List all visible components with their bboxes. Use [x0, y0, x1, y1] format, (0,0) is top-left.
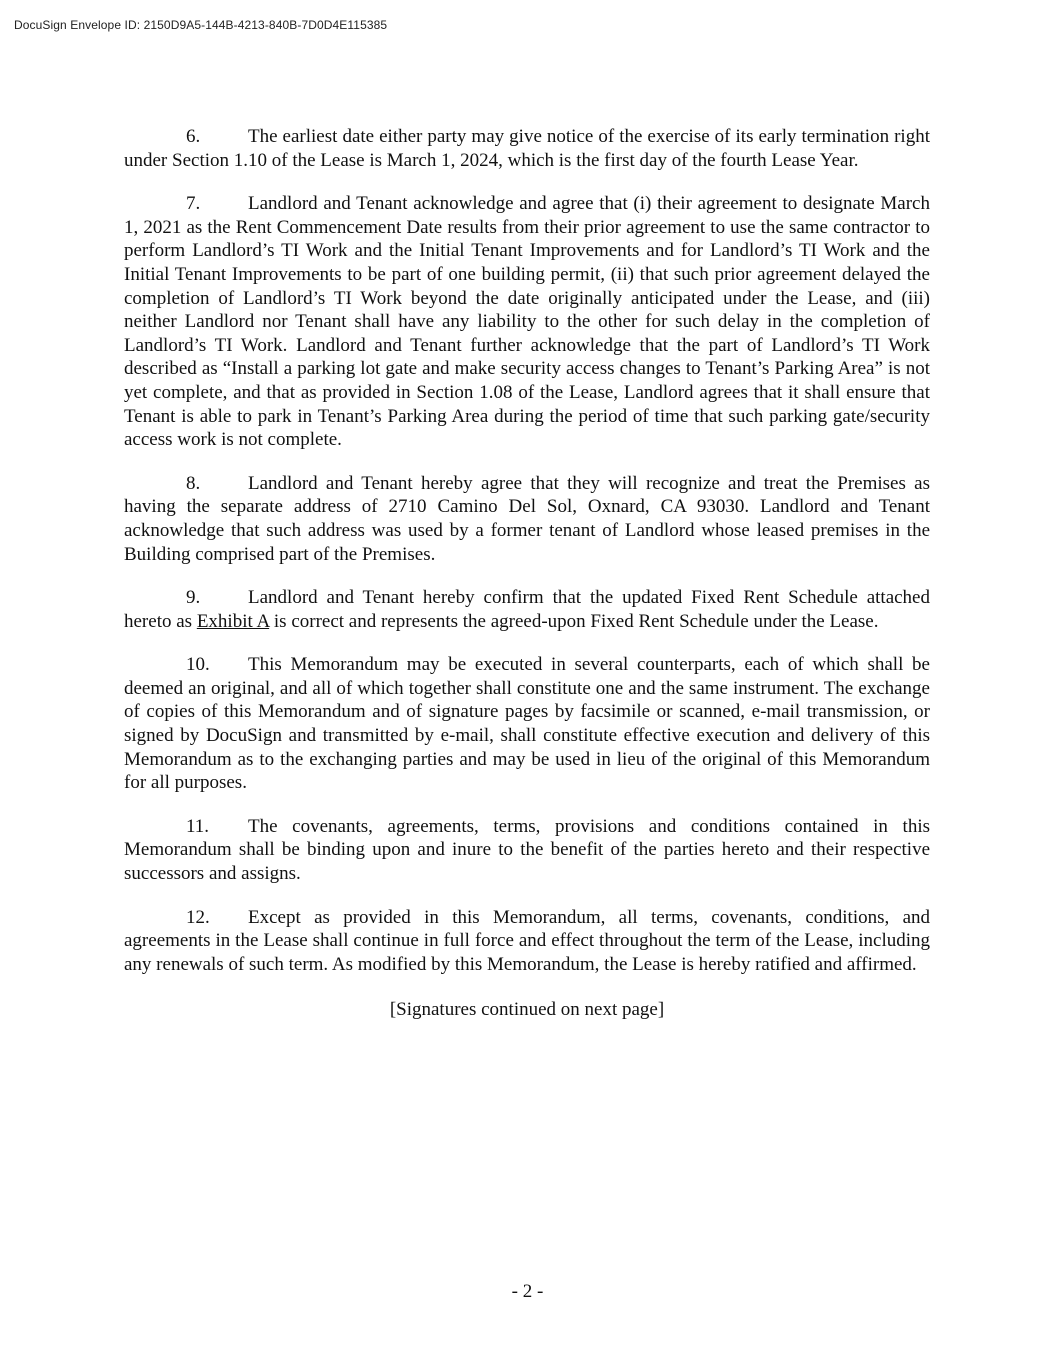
paragraph-6 — [124, 125, 930, 172]
paragraph-8 — [124, 472, 930, 566]
paragraph-9 — [124, 586, 930, 633]
paragraph-text: The covenants, agreements, terms, provisions and conditions contained in this Memorandum shall be binding upon and inure to the benefit of the parties hereto and their respective successors and assigns. — [124, 815, 930, 885]
docusign-envelope-id: DocuSign Envelope ID: 2150D9A5-144B-4213-840B-7D0D4E115385 — [14, 18, 388, 32]
paragraph-number: 9. — [186, 587, 201, 609]
paragraph-text-before: Landlord and Tenant hereby confirm that the updated Fixed Rent Schedule attached hereto as — [124, 587, 930, 632]
signatures-continued-note: [Signatures continued on next page] — [389, 999, 665, 1021]
paragraph-text: Landlord and Tenant hereby agree that they will recognize and treat the Premises as having the separate address of 2710 Camino Del Sol, Oxnard, CA 93030. Landlord and Tenant acknowledge that such address was used by a former tenant of Landlord whose leased premises in the Building comprised part of the Premises. — [124, 472, 930, 565]
paragraph-number: 6. — [186, 126, 201, 147]
paragraph-number: 10. — [186, 654, 210, 676]
paragraph-text-after: is correct and represents the agreed-upon Fixed Rent Schedule under the Lease. — [269, 610, 879, 632]
paragraph-11 — [124, 815, 930, 886]
paragraph-7 — [124, 192, 930, 452]
paragraph-text: Except as provided in this Memorandum, all terms, covenants, conditions, and agreements in the Lease shall continue in full force and effect throughout the term of the Lease, including any renewals of such term. As modified by this Memorandum, the Lease is hereby ratified and affirmed. — [124, 906, 930, 975]
exhibit-a-reference: Exhibit A — [196, 610, 270, 632]
paragraph-text: This Memorandum may be executed in several counterparts, each of which shall be deemed an original, and all of which together shall constitute one and the same instrument. The exchange of copies of this Memorandum and of signature pages by facsimile or scanned, e-mail transmission, or signed by DocuSign and transmitted by e-mail, shall constitute effective execution and delivery of this Memorandum as to the exchanging parties and may be used in lieu of the original of this Memorandum for all purposes. — [124, 654, 930, 794]
paragraph-12 — [124, 906, 930, 977]
page-number: - 2 - — [511, 1281, 544, 1302]
paragraph-10 — [124, 653, 930, 795]
paragraph-number: 8. — [186, 472, 201, 494]
paragraph-number: 12. — [186, 906, 210, 928]
paragraph-number: 11. — [186, 815, 210, 837]
document-body — [124, 125, 930, 1022]
paragraph-text: Landlord and Tenant acknowledge and agree that (i) their agreement to designate March 1, 2021 as the Rent Commencement Date results from their prior agreement to use the same contractor to perform Landlord’s TI Work and the Initial Tenant Improvements and for Landlord’s TI Work and the Initial Tenant Improvements to be part of one building permit, (ii) that such prior agreement delayed the completion of Landlord’s TI Work beyond the date originally anticipated under the Lease, and (iii) neither Landlord nor Tenant shall have any liability to the other for such delay in the completion of Landlord’s TI Work. Landlord and Tenant further acknowledge that the part of Landlord’s TI Work described as “Install a parking lot gate and make security access changes to Tenant’s Parking Area” is not yet complete, and that as provided in Section 1.08 of the Lease, Landlord agrees that it shall ensure that Tenant is able to park in Tenant’s Parking Area during the period of time that such parking gate/security access work is not complete. — [124, 193, 930, 451]
paragraph-text: The earliest date either party may give notice of the exercise of its early termination right under Section 1.10 of the Lease is March 1, 2024, which is the first day of the fourth Lease Year. — [124, 126, 930, 171]
paragraph-number: 7. — [186, 193, 201, 215]
